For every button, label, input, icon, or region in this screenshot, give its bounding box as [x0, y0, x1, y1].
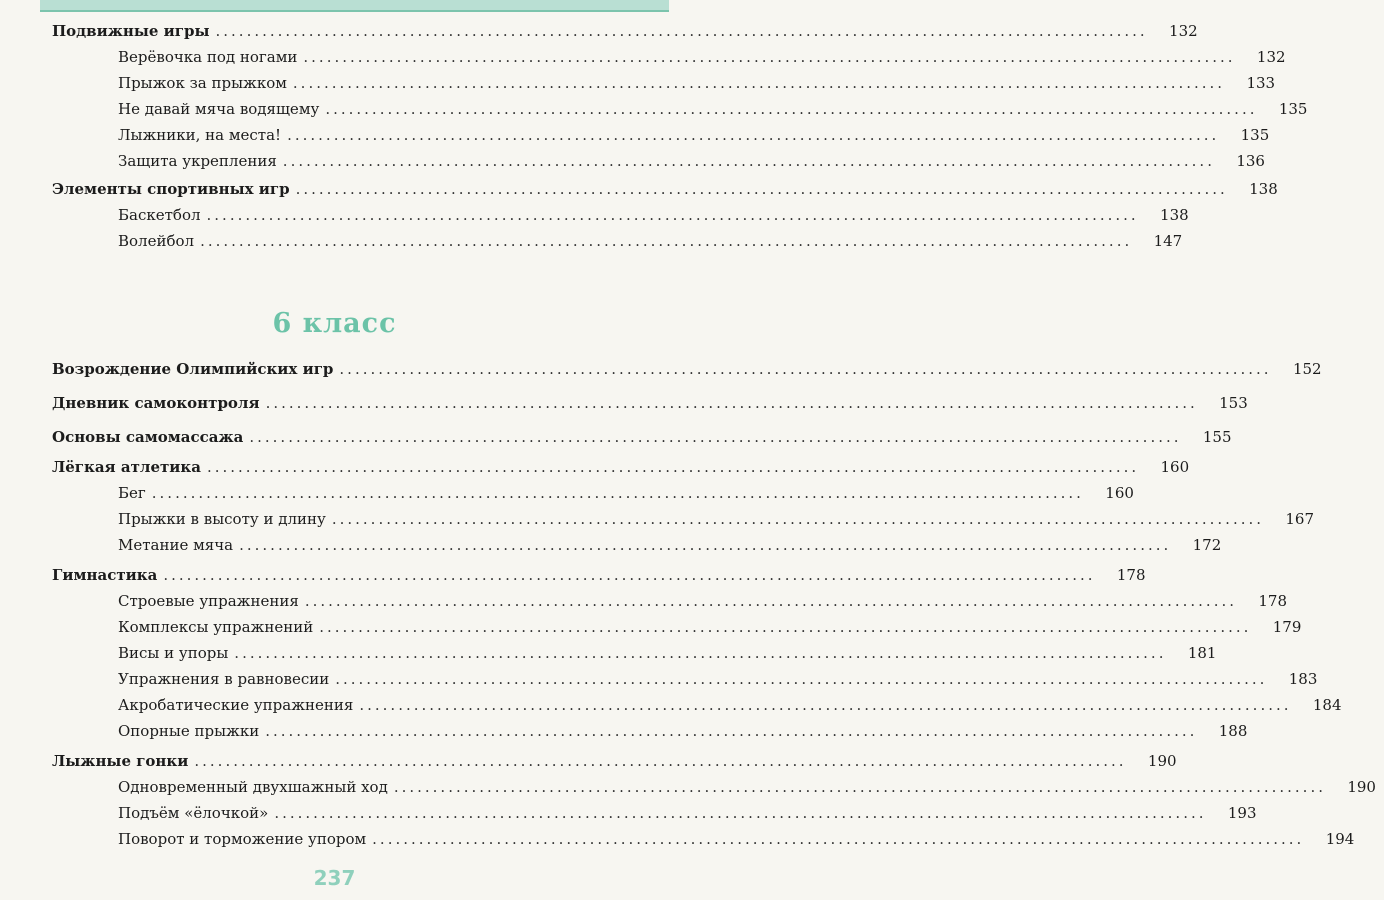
toc-dot-leader: ........................................................................................................................	[151, 484, 1084, 502]
toc-dot-leader: ........................................................................................................................	[303, 48, 1236, 66]
toc-entry-title: Опорные прыжки	[118, 722, 260, 740]
toc-entry-page: 181	[1187, 644, 1217, 662]
toc-section-entry	[0, 566, 1146, 592]
toc-entry-page: 172	[1192, 536, 1222, 554]
toc-subsection-entry	[0, 536, 1222, 562]
toc-dot-leader: ........................................................................................................................	[265, 722, 1198, 740]
toc-dot-leader: ........................................................................................................................	[292, 74, 1226, 92]
toc-entry-page: 138	[1249, 180, 1278, 198]
toc-subsection-entry	[0, 74, 1276, 100]
toc-entry-page: 147	[1153, 232, 1183, 250]
toc-entry-page: 155	[1202, 428, 1232, 446]
toc-dot-leader: ........................................................................................................................	[339, 360, 1272, 378]
toc-entry-page: 136	[1236, 152, 1265, 170]
toc-entry-page: 160	[1160, 458, 1190, 476]
toc-entry-page: 179	[1272, 618, 1302, 636]
toc-section-entry	[0, 360, 1322, 386]
toc-entry-page: 184	[1312, 696, 1342, 714]
toc-dot-leader: ........................................................................................................................	[319, 618, 1252, 636]
toc-entry-page: 153	[1219, 394, 1248, 412]
toc-section-entry	[0, 180, 1278, 206]
toc-entry-page: 193	[1227, 804, 1257, 822]
toc-entry-title: Строевые упражнения	[118, 592, 299, 610]
toc-dot-leader: ........................................................................................................................	[215, 22, 1148, 40]
toc-entry-page: 188	[1218, 722, 1248, 740]
toc-entry-title: Лёгкая атлетика	[52, 458, 201, 476]
toc-entry-page: 152	[1292, 360, 1322, 378]
toc-entry-title: Прыжки в высоту и длину	[118, 510, 326, 528]
toc-entry-page: 194	[1325, 830, 1355, 848]
toc-entry-page: 190	[1147, 752, 1177, 770]
toc-dot-leader: ........................................................................................................................	[239, 536, 1172, 554]
toc-entry-page: 167	[1285, 510, 1315, 528]
toc-entry-title: Баскетбол	[118, 206, 201, 224]
toc-section-entry	[0, 22, 1198, 48]
grade-heading: 6 класс	[272, 308, 397, 339]
toc-entry-page: 135	[1240, 126, 1270, 144]
toc-dot-leader: ........................................................................................................................	[335, 670, 1268, 688]
toc-dot-leader: ........................................................................................................................	[234, 644, 1167, 662]
page-number: 237	[313, 866, 356, 890]
toc-subsection-entry	[0, 206, 1189, 232]
toc-subsection-entry	[0, 804, 1257, 830]
toc-entry-title: Упражнения в равновесии	[118, 670, 330, 688]
toc-entry-title: Одновременный двухшажный ход	[118, 778, 388, 796]
toc-entry-title: Не давай мяча водящему	[118, 100, 320, 118]
toc-dot-leader: ........................................................................................................................	[200, 232, 1133, 250]
toc-entry-page: 178	[1258, 592, 1287, 610]
toc-entry-title: Лыжные гонки	[52, 752, 189, 770]
toc-entry-title: Основы самомассажа	[52, 428, 244, 446]
toc-entry-page: 183	[1288, 670, 1318, 688]
toc-entry-title: Метание мяча	[118, 536, 234, 554]
toc-section-entry	[0, 428, 1232, 454]
toc-dot-leader: ........................................................................................................................	[163, 566, 1096, 584]
toc-dot-leader: ........................................................................................................................	[393, 778, 1326, 796]
toc-dot-leader: ........................................................................................................................	[304, 592, 1237, 610]
toc-dot-leader: ........................................................................................................................	[194, 752, 1127, 770]
toc-entry-title: Поворот и торможение упором	[118, 830, 367, 848]
toc-subsection-entry	[0, 618, 1302, 644]
toc-dot-leader: ........................................................................................................................	[274, 804, 1207, 822]
toc-subsection-entry	[0, 778, 1376, 804]
toc-subsection-entry	[0, 696, 1342, 722]
toc-entry-page: 135	[1278, 100, 1308, 118]
toc-entry-title: Волейбол	[118, 232, 195, 250]
toc-entry-title: Защита укрепления	[118, 152, 277, 170]
toc-dot-leader: ........................................................................................................................	[206, 458, 1140, 476]
toc-entry-title: Прыжок за прыжком	[118, 74, 287, 92]
toc-subsection-entry	[0, 100, 1308, 126]
toc-dot-leader: ........................................................................................................................	[295, 180, 1228, 198]
toc-entry-title: Подъём «ёлочкой»	[118, 804, 269, 822]
toc-entry-page: 138	[1160, 206, 1189, 224]
toc-entry-page: 132	[1169, 22, 1198, 40]
toc-entry-title: Акробатические упражнения	[118, 696, 354, 714]
toc-subsection-entry	[0, 670, 1318, 696]
toc-entry-page: 190	[1347, 778, 1376, 796]
toc-subsection-entry	[0, 232, 1183, 258]
toc-section-entry	[0, 458, 1190, 484]
toc-entry-page: 133	[1246, 74, 1276, 92]
toc-subsection-entry	[0, 830, 1355, 856]
toc-subsection-entry	[0, 722, 1248, 748]
toc-section-entry	[0, 752, 1177, 778]
toc-dot-leader: ........................................................................................................................	[249, 428, 1182, 446]
toc-entry-title: Дневник самоконтроля	[52, 394, 260, 412]
toc-entry-title: Элементы спортивных игр	[52, 180, 290, 198]
toc-entry-title: Висы и упоры	[118, 644, 229, 662]
toc-dot-leader: ........................................................................................................................	[325, 100, 1258, 118]
toc-subsection-entry	[0, 644, 1217, 670]
toc-entry-title: Лыжники, на места!	[118, 126, 282, 144]
toc-entry-title: Комплексы упражнений	[118, 618, 314, 636]
toc-dot-leader: ........................................................................................................................	[372, 830, 1305, 848]
toc-entry-title: Гимнастика	[52, 566, 158, 584]
toc-dot-leader: ........................................................................................................................	[359, 696, 1292, 714]
toc-dot-leader: ........................................................................................................................	[282, 152, 1215, 170]
toc-subsection-entry	[0, 48, 1286, 74]
toc-entry-title: Бег	[118, 484, 146, 502]
toc-subsection-entry	[0, 484, 1134, 510]
toc-subsection-entry	[0, 510, 1315, 536]
toc-dot-leader: ........................................................................................................................	[265, 394, 1198, 412]
toc-entry-title: Возрождение Олимпийских игр	[52, 360, 334, 378]
toc-entry-page: 160	[1105, 484, 1134, 502]
toc-subsection-entry	[0, 152, 1265, 178]
toc-entry-page: 132	[1256, 48, 1286, 66]
toc-dot-leader: ........................................................................................................................	[287, 126, 1220, 144]
toc-dot-leader: ........................................................................................................................	[331, 510, 1265, 528]
toc-dot-leader: ........................................................................................................................	[206, 206, 1139, 224]
toc-section-entry	[0, 394, 1248, 420]
toc-entry-title: Подвижные игры	[52, 22, 210, 40]
toc-subsection-entry	[0, 592, 1287, 618]
toc-entry-title: Верёвочка под ногами	[118, 48, 298, 66]
toc-subsection-entry	[0, 126, 1270, 152]
toc-entry-page: 178	[1116, 566, 1146, 584]
